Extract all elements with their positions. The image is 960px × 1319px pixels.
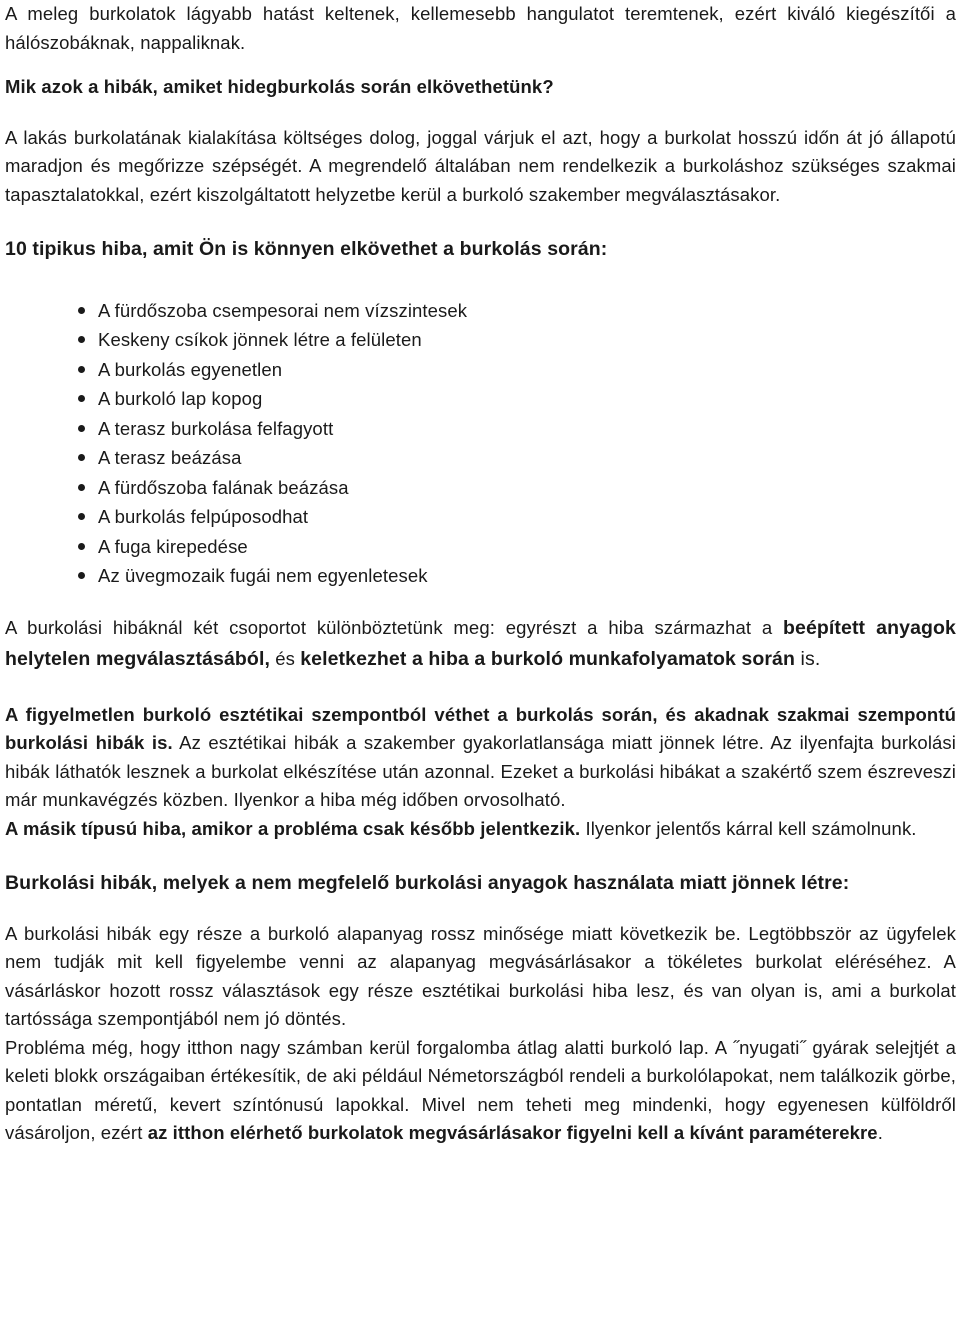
bullet-icon [78,454,85,461]
bullet-icon [78,336,85,343]
typical-errors-list [5,296,956,591]
list-item: A burkoló lap kopog [5,384,956,414]
list-item: A burkolás egyenetlen [5,355,956,385]
list-item: A fürdőszoba falának beázása [5,473,956,503]
list-item: A terasz burkolása felfagyott [5,414,956,444]
second-type-paragraph: A másik típusú hiba, amikor a probléma csak később jelentkezik. Ilyenkor jelentős kárral kell számolnunk. [5,817,917,839]
bullet-icon [78,513,85,520]
list-item: A fürdőszoba csempesorai nem vízszintesek [5,296,956,326]
bullet-icon [78,543,85,550]
list-item: A burkolás felpúposodhat [5,502,956,532]
error-groups-paragraph: A burkolási hibáknál két csoportot különböztetünk meg: egyrészt a hiba származhat a beépített anyagok helytelen megválasztásából, és keletkezhet a hiba a burkoló munkafolyamatok során is. [5,616,956,670]
bullet-icon [78,366,85,373]
materials-paragraph: A burkolási hibák egy része a burkoló alapanyag rossz minősége miatt következik be. Legtöbbször az ügyfelek nem tudják mit kell figyelembe venni az alapanyag megvásárlásakor a tökéletes burkolat eléréséhez. A vásárláskor hozott rossz választások egy része esztétikai burkolási hiba lesz, és van olyan is, ami a burkolat tartóssága szempontjából nem jó döntés. [5,922,956,1029]
bullet-icon [78,572,85,579]
list-item: A terasz beázása [5,443,956,473]
bullet-icon [78,484,85,491]
cost-paragraph: A lakás burkolatának kialakítása költséges dolog, joggal várjuk el azt, hogy a burkolat hosszú időn át jó állapotú maradjon és megőrizze szépségét. A megrendelő általában nem rendelkezik a burkoláshoz szükséges szakmai tapasztalatokkal, ezért kiszolgáltatott helyzetbe kerül a burkoló szakember megválasztásakor. [5,126,956,205]
materials-heading: Burkolási hibák, melyek a nem megfelelő burkolási anyagok használata miatt jönnek létre: [5,872,850,894]
typical-errors-heading: 10 tipikus hiba, amit Ön is könnyen elkövethet a burkolás során: [5,238,608,260]
bullet-icon [78,395,85,402]
list-item: A fuga kirepedése [5,532,956,562]
intro-paragraph: A meleg burkolatok lágyabb hatást keltenek, kellemesebb hangulatot teremtenek, ezért kiváló kiegészítői a hálószobáknak, nappaliknak. [5,3,956,53]
question-heading: Mik azok a hibák, amiket hidegburkolás során elkövethetünk? [5,76,554,97]
import-paragraph: Probléma még, hogy itthon nagy számban kerül forgalomba átlag alatti burkoló lap. A ˝nyugati˝ gyárak selejtjét a keleti blokk országaiban értékesítik, de aki például Németországból rendeli a burkolólapokat, nem találkozik görbe, pontatlan méretű, kevert színtónusú lapokkal. Mivel nem teheti meg mindenki, hogy egyenesen külföldről vásároljon, ezért az itthon elérhető burkolatok megvásárlásakor figyelni kell a kívánt paraméterekre. [5,1036,956,1143]
aesthetic-paragraph: A figyelmetlen burkoló esztétikai szempontból véthet a burkolás során, és akadnak szakmai szempontú burkolási hibák is. Az esztétikai hibák a szakember gyakorlatlansága miatt jönnek létre. Az ilyenfajta burkolási hibák láthatók lesznek a burkolat elkészítése után azonnal. Ezeket a burkolási hibákat a szakértő szem észreveszi már munkavégzés közben. Ilyenkor a hiba még időben orvosolható. [5,703,956,810]
list-item: Az üvegmozaik fugái nem egyenletesek [5,561,956,591]
list-item: Keskeny csíkok jönnek létre a felületen [5,325,956,355]
bullet-icon [78,307,85,314]
bullet-icon [78,425,85,432]
